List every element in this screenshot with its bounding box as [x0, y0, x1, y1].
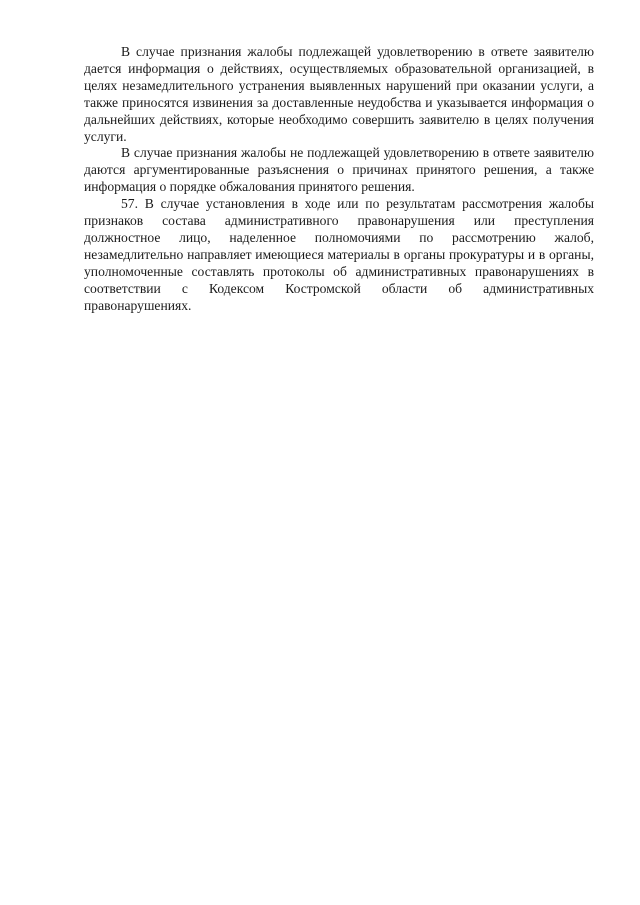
- paragraph-complaint-satisfied: В случае признания жалобы подлежащей удовлетворению в ответе заявителю дается информация о действиях, осуществляемых образовательной организацией, в целях незамедлительного устранения выявленных нарушений при оказании услуги, а также приносятся извинения за доставленные неудобства и указывается информация о дальнейших действиях, которые необходимо совершить заявителю в целях получения услуги.: [84, 44, 594, 144]
- paragraph-item-57: 57. В случае установления в ходе или по результатам рассмотрения жалобы признаков состава административного правонарушения или преступления должностное лицо, наделенное полномочиями по рассмотрению жалоб, незамедлительно направляет имеющиеся материалы в органы прокуратуры и в органы, уполномоченные составлять протоколы об административных правонарушениях в соответствии с Кодексом Костромской области об административных правонарушениях.: [84, 196, 594, 313]
- paragraph-complaint-rejected: В случае признания жалобы не подлежащей удовлетворению в ответе заявителю даются аргументированные разъяснения о причинах принятого решения, а также информация о порядке обжалования принятого решения.: [84, 145, 594, 195]
- document-body: [84, 44, 594, 315]
